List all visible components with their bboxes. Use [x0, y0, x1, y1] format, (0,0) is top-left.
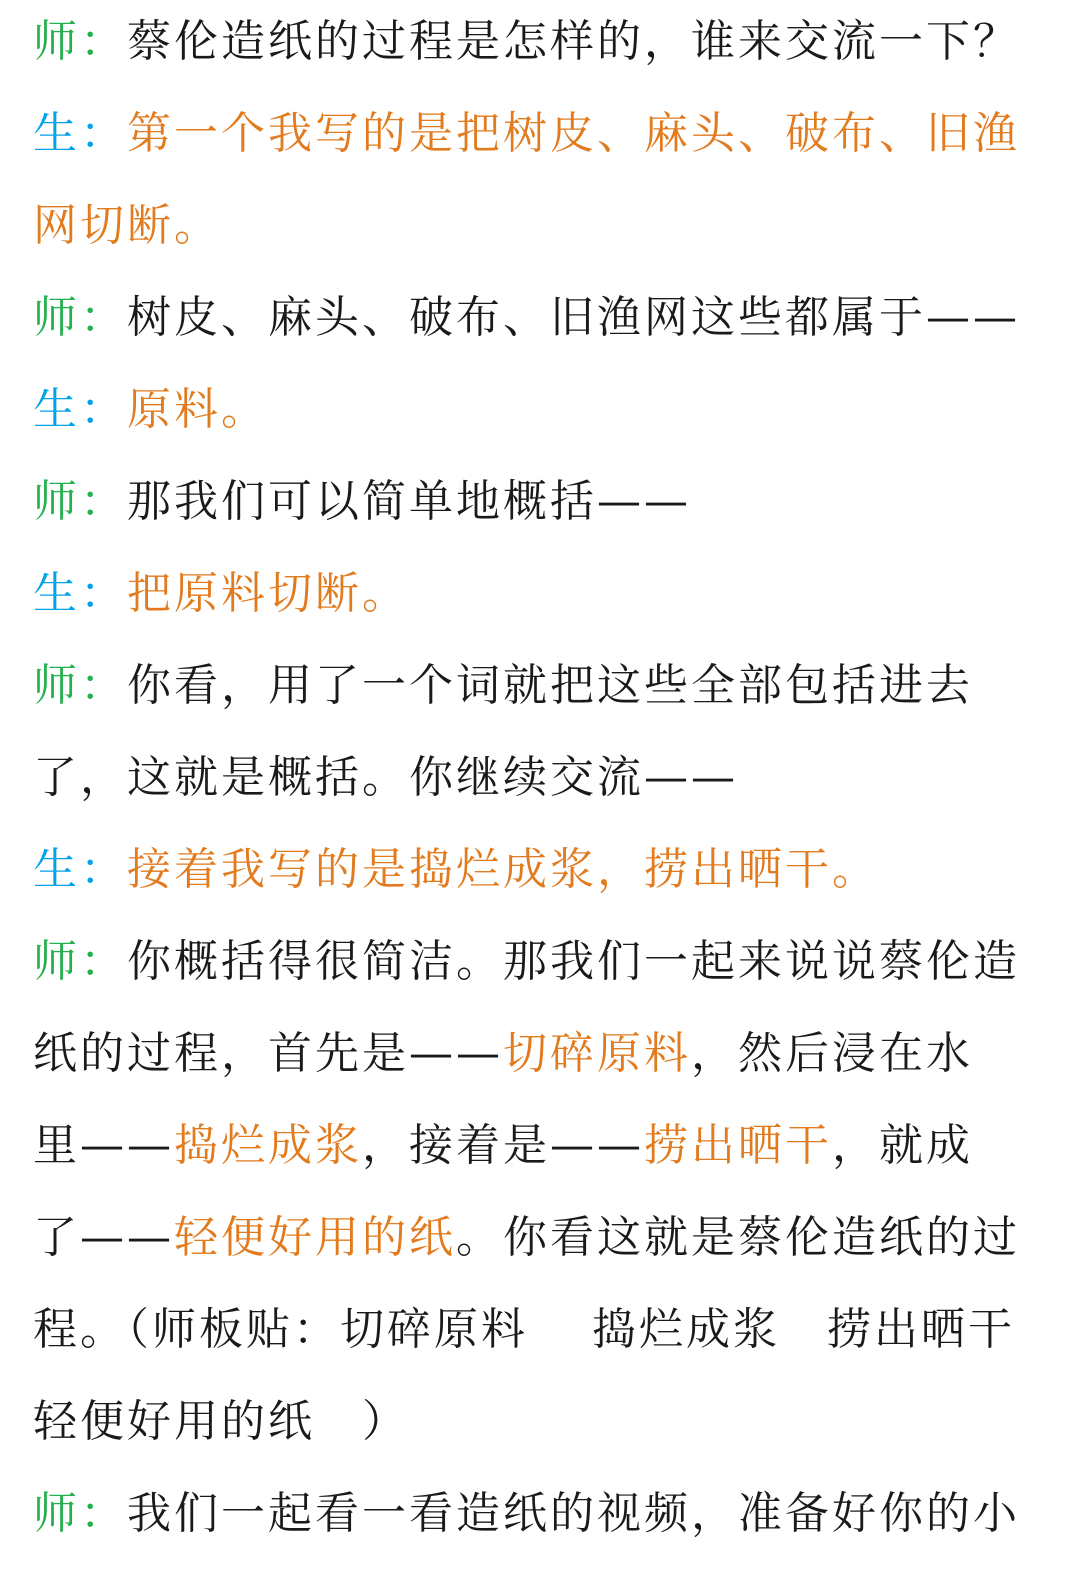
dialogue-line-teacher: [33, 0, 1063, 88]
dialogue-text: 你看，用了一个词就把这些全部包括进去: [127, 660, 973, 711]
dialogue-line-teacher: [33, 456, 1063, 548]
highlight-step-text: 捞出晒干: [644, 1120, 832, 1171]
dialogue-text: 了——: [33, 1212, 174, 1263]
dialogue-text: 纸的过程，首先是——: [33, 1028, 503, 1079]
highlight-step-text: 轻便好用的纸: [174, 1212, 456, 1263]
student-answer-text: 把原料切断。: [127, 568, 409, 619]
dialogue-text: 里——: [33, 1120, 174, 1171]
dialogue-text: 。你看这就是蔡伦造纸的过: [456, 1212, 1020, 1263]
speaker-label-teacher: 师：: [33, 1488, 127, 1539]
highlight-step-text: 切碎原料: [503, 1028, 691, 1079]
highlight-step-text: 捣烂成浆: [174, 1120, 362, 1171]
dialogue-line-teacher: [33, 916, 1063, 1008]
dialogue-text: 你概括得很简洁。那我们一起来说说蔡伦造: [127, 936, 1020, 987]
student-answer-text: 原料。: [127, 384, 268, 435]
dialogue-line-student: [33, 88, 1063, 180]
speaker-label-teacher: 师：: [33, 292, 127, 343]
dialogue-text: ，然后浸在水: [691, 1028, 973, 1079]
dialogue-text: ，接着是——: [362, 1120, 644, 1171]
speaker-label-student: 生：: [33, 384, 127, 435]
board-note-text: 轻便好用的纸 ）: [33, 1396, 409, 1447]
speaker-label-teacher: 师：: [33, 16, 127, 67]
dialogue-line-continuation: [33, 180, 1063, 272]
speaker-label-teacher: 师：: [33, 936, 127, 987]
dialogue-text: 蔡伦造纸的过程是怎样的，谁来交流一下？: [127, 16, 1020, 67]
student-answer-text: 网切断。: [33, 200, 221, 251]
dialogue-line-continuation: [33, 1100, 1063, 1192]
student-answer-text: 第一个我写的是把树皮、麻头、破布、旧渔: [127, 108, 1020, 159]
speaker-label-student: 生：: [33, 108, 127, 159]
dialogue-text: 了，这就是概括。你继续交流——: [33, 752, 738, 803]
dialogue-line-continuation: [33, 1192, 1063, 1284]
dialogue-line-continuation: [33, 1376, 1063, 1468]
speaker-label-teacher: 师：: [33, 660, 127, 711]
speaker-label-student: 生：: [33, 844, 127, 895]
dialogue-line-student: [33, 364, 1063, 456]
dialogue-line-student: [33, 824, 1063, 916]
board-note-text: 程。（师板贴：切碎原料 捣烂成浆 捞出晒干: [33, 1304, 1015, 1355]
dialogue-text: 我们一起看一看造纸的视频，准备好你的小: [127, 1488, 1020, 1539]
speaker-label-teacher: 师：: [33, 476, 127, 527]
dialogue-line-continuation: [33, 1284, 1063, 1376]
dialogue-line-teacher: [33, 1468, 1063, 1560]
dialogue-text: ，就成: [832, 1120, 973, 1171]
dialogue-line-continuation: [33, 1008, 1063, 1100]
dialogue-line-continuation: [33, 732, 1063, 824]
student-answer-text: 接着我写的是捣烂成浆，捞出晒干。: [127, 844, 879, 895]
dialogue-line-teacher: [33, 272, 1063, 364]
dialogue-line-teacher: [33, 640, 1063, 732]
speaker-label-student: 生：: [33, 568, 127, 619]
dialogue-line-student: [33, 548, 1063, 640]
dialogue-text: 树皮、麻头、破布、旧渔网这些都属于——: [127, 292, 1020, 343]
dialogue-text: 那我们可以简单地概括——: [127, 476, 691, 527]
